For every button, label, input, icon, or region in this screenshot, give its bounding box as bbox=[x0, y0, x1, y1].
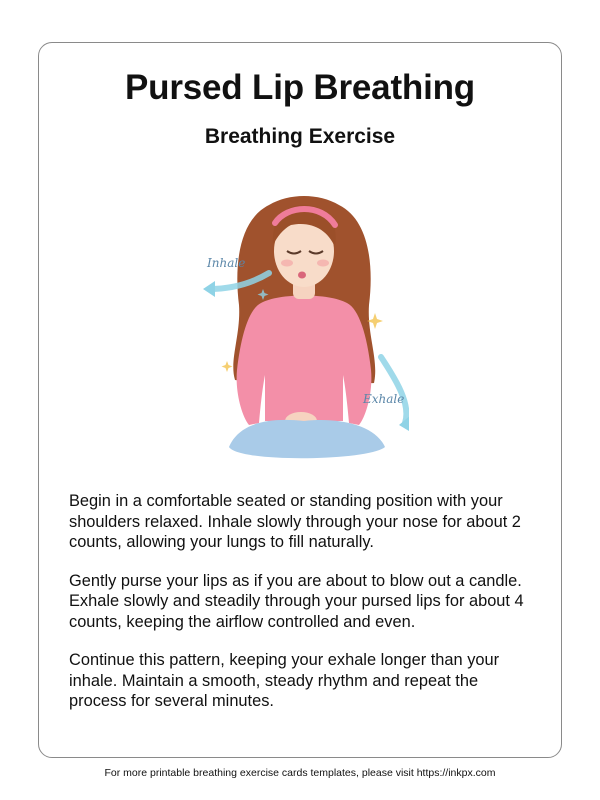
cheek-right bbox=[317, 260, 329, 267]
sparkle-icon bbox=[222, 361, 233, 372]
exhale-arrow bbox=[381, 357, 406, 423]
instruction-paragraph-2: Gently purse your lips as if you are about to blow out a candle. Exhale slowly and steadily through your pursed lips for about 4 counts, keeping the airflow controlled and even. bbox=[69, 571, 524, 631]
instruction-paragraph-3: Continue this pattern, keeping your exhale longer than your inhale. Maintain a smooth, steady rhythm and repeat the process for several minutes. bbox=[69, 651, 500, 710]
exercise-card bbox=[38, 42, 562, 758]
instructions bbox=[69, 491, 539, 730]
cheek-left bbox=[281, 260, 293, 267]
exhale-label: Exhale bbox=[363, 392, 405, 406]
inhale-label: Inhale bbox=[207, 256, 246, 270]
card-subtitle: Breathing Exercise bbox=[204, 125, 396, 148]
footer-note: For more printable breathing exercise cards templates, please visit https://inkpx.com bbox=[104, 767, 496, 779]
inhale-arrowhead bbox=[203, 281, 215, 297]
breathing-girl-illustration bbox=[199, 185, 409, 463]
instruction-paragraph-1: Begin in a comfortable seated or standing position with your shoulders relaxed. Inhale slowly through your nose for about 2 counts, allowing your lungs to fill naturally. bbox=[69, 492, 521, 551]
jeans bbox=[229, 420, 385, 458]
shirt bbox=[237, 296, 372, 426]
pursed-lips bbox=[298, 272, 306, 279]
card-title: Pursed Lip Breathing bbox=[125, 68, 475, 107]
